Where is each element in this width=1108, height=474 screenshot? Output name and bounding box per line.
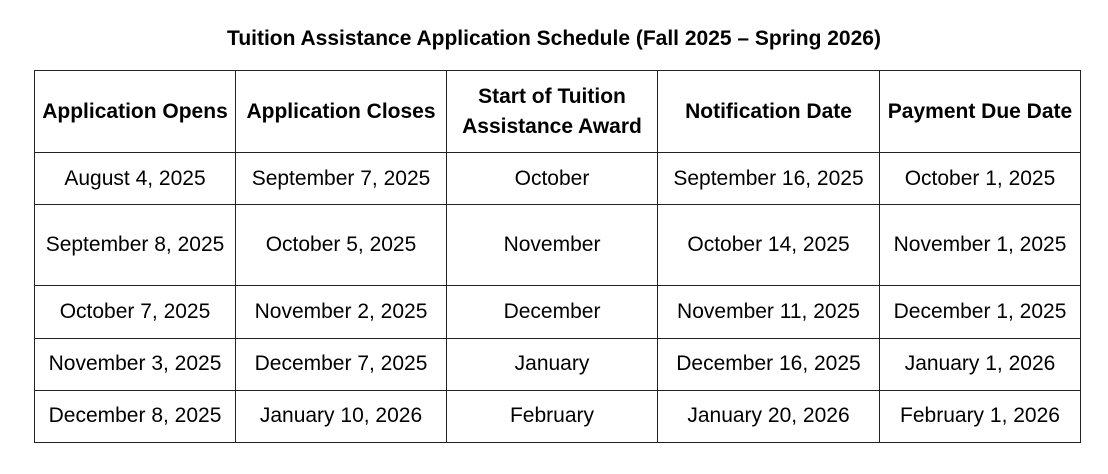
cell-start-of-award: November: [447, 205, 658, 286]
cell-application-closes: January 10, 2026: [236, 390, 447, 442]
cell-application-opens: December 8, 2025: [35, 390, 236, 442]
schedule-table: [34, 70, 1081, 443]
cell-application-closes: November 2, 2025: [236, 286, 447, 338]
table-row: [35, 338, 1081, 390]
header-notification-date: Notification Date: [658, 71, 880, 153]
table-row: [35, 390, 1081, 442]
cell-notification-date: October 14, 2025: [658, 205, 880, 286]
cell-payment-due-date: January 1, 2026: [880, 338, 1081, 390]
table-row: [35, 153, 1081, 205]
cell-application-closes: October 5, 2025: [236, 205, 447, 286]
cell-application-opens: September 8, 2025: [35, 205, 236, 286]
header-start-of-award: Start of Tuition Assistance Award: [447, 71, 658, 153]
cell-application-opens: November 3, 2025: [35, 338, 236, 390]
cell-notification-date: December 16, 2025: [658, 338, 880, 390]
table-row: [35, 205, 1081, 286]
header-payment-due-date: Payment Due Date: [880, 71, 1081, 153]
cell-payment-due-date: February 1, 2026: [880, 390, 1081, 442]
cell-payment-due-date: December 1, 2025: [880, 286, 1081, 338]
cell-start-of-award: January: [447, 338, 658, 390]
cell-payment-due-date: November 1, 2025: [880, 205, 1081, 286]
page-title: Tuition Assistance Application Schedule (Fall 2025 – Spring 2026): [227, 27, 881, 50]
header-application-closes: Application Closes: [236, 71, 447, 153]
cell-payment-due-date: October 1, 2025: [880, 153, 1081, 205]
table-row: [35, 286, 1081, 338]
cell-application-opens: October 7, 2025: [35, 286, 236, 338]
cell-notification-date: September 16, 2025: [658, 153, 880, 205]
cell-notification-date: January 20, 2026: [658, 390, 880, 442]
header-row: [35, 71, 1081, 153]
cell-notification-date: November 11, 2025: [658, 286, 880, 338]
header-application-opens: Application Opens: [35, 71, 236, 153]
cell-start-of-award: February: [447, 390, 658, 442]
cell-application-closes: December 7, 2025: [236, 338, 447, 390]
cell-application-closes: September 7, 2025: [236, 153, 447, 205]
cell-start-of-award: December: [447, 286, 658, 338]
cell-start-of-award: October: [447, 153, 658, 205]
cell-application-opens: August 4, 2025: [35, 153, 236, 205]
